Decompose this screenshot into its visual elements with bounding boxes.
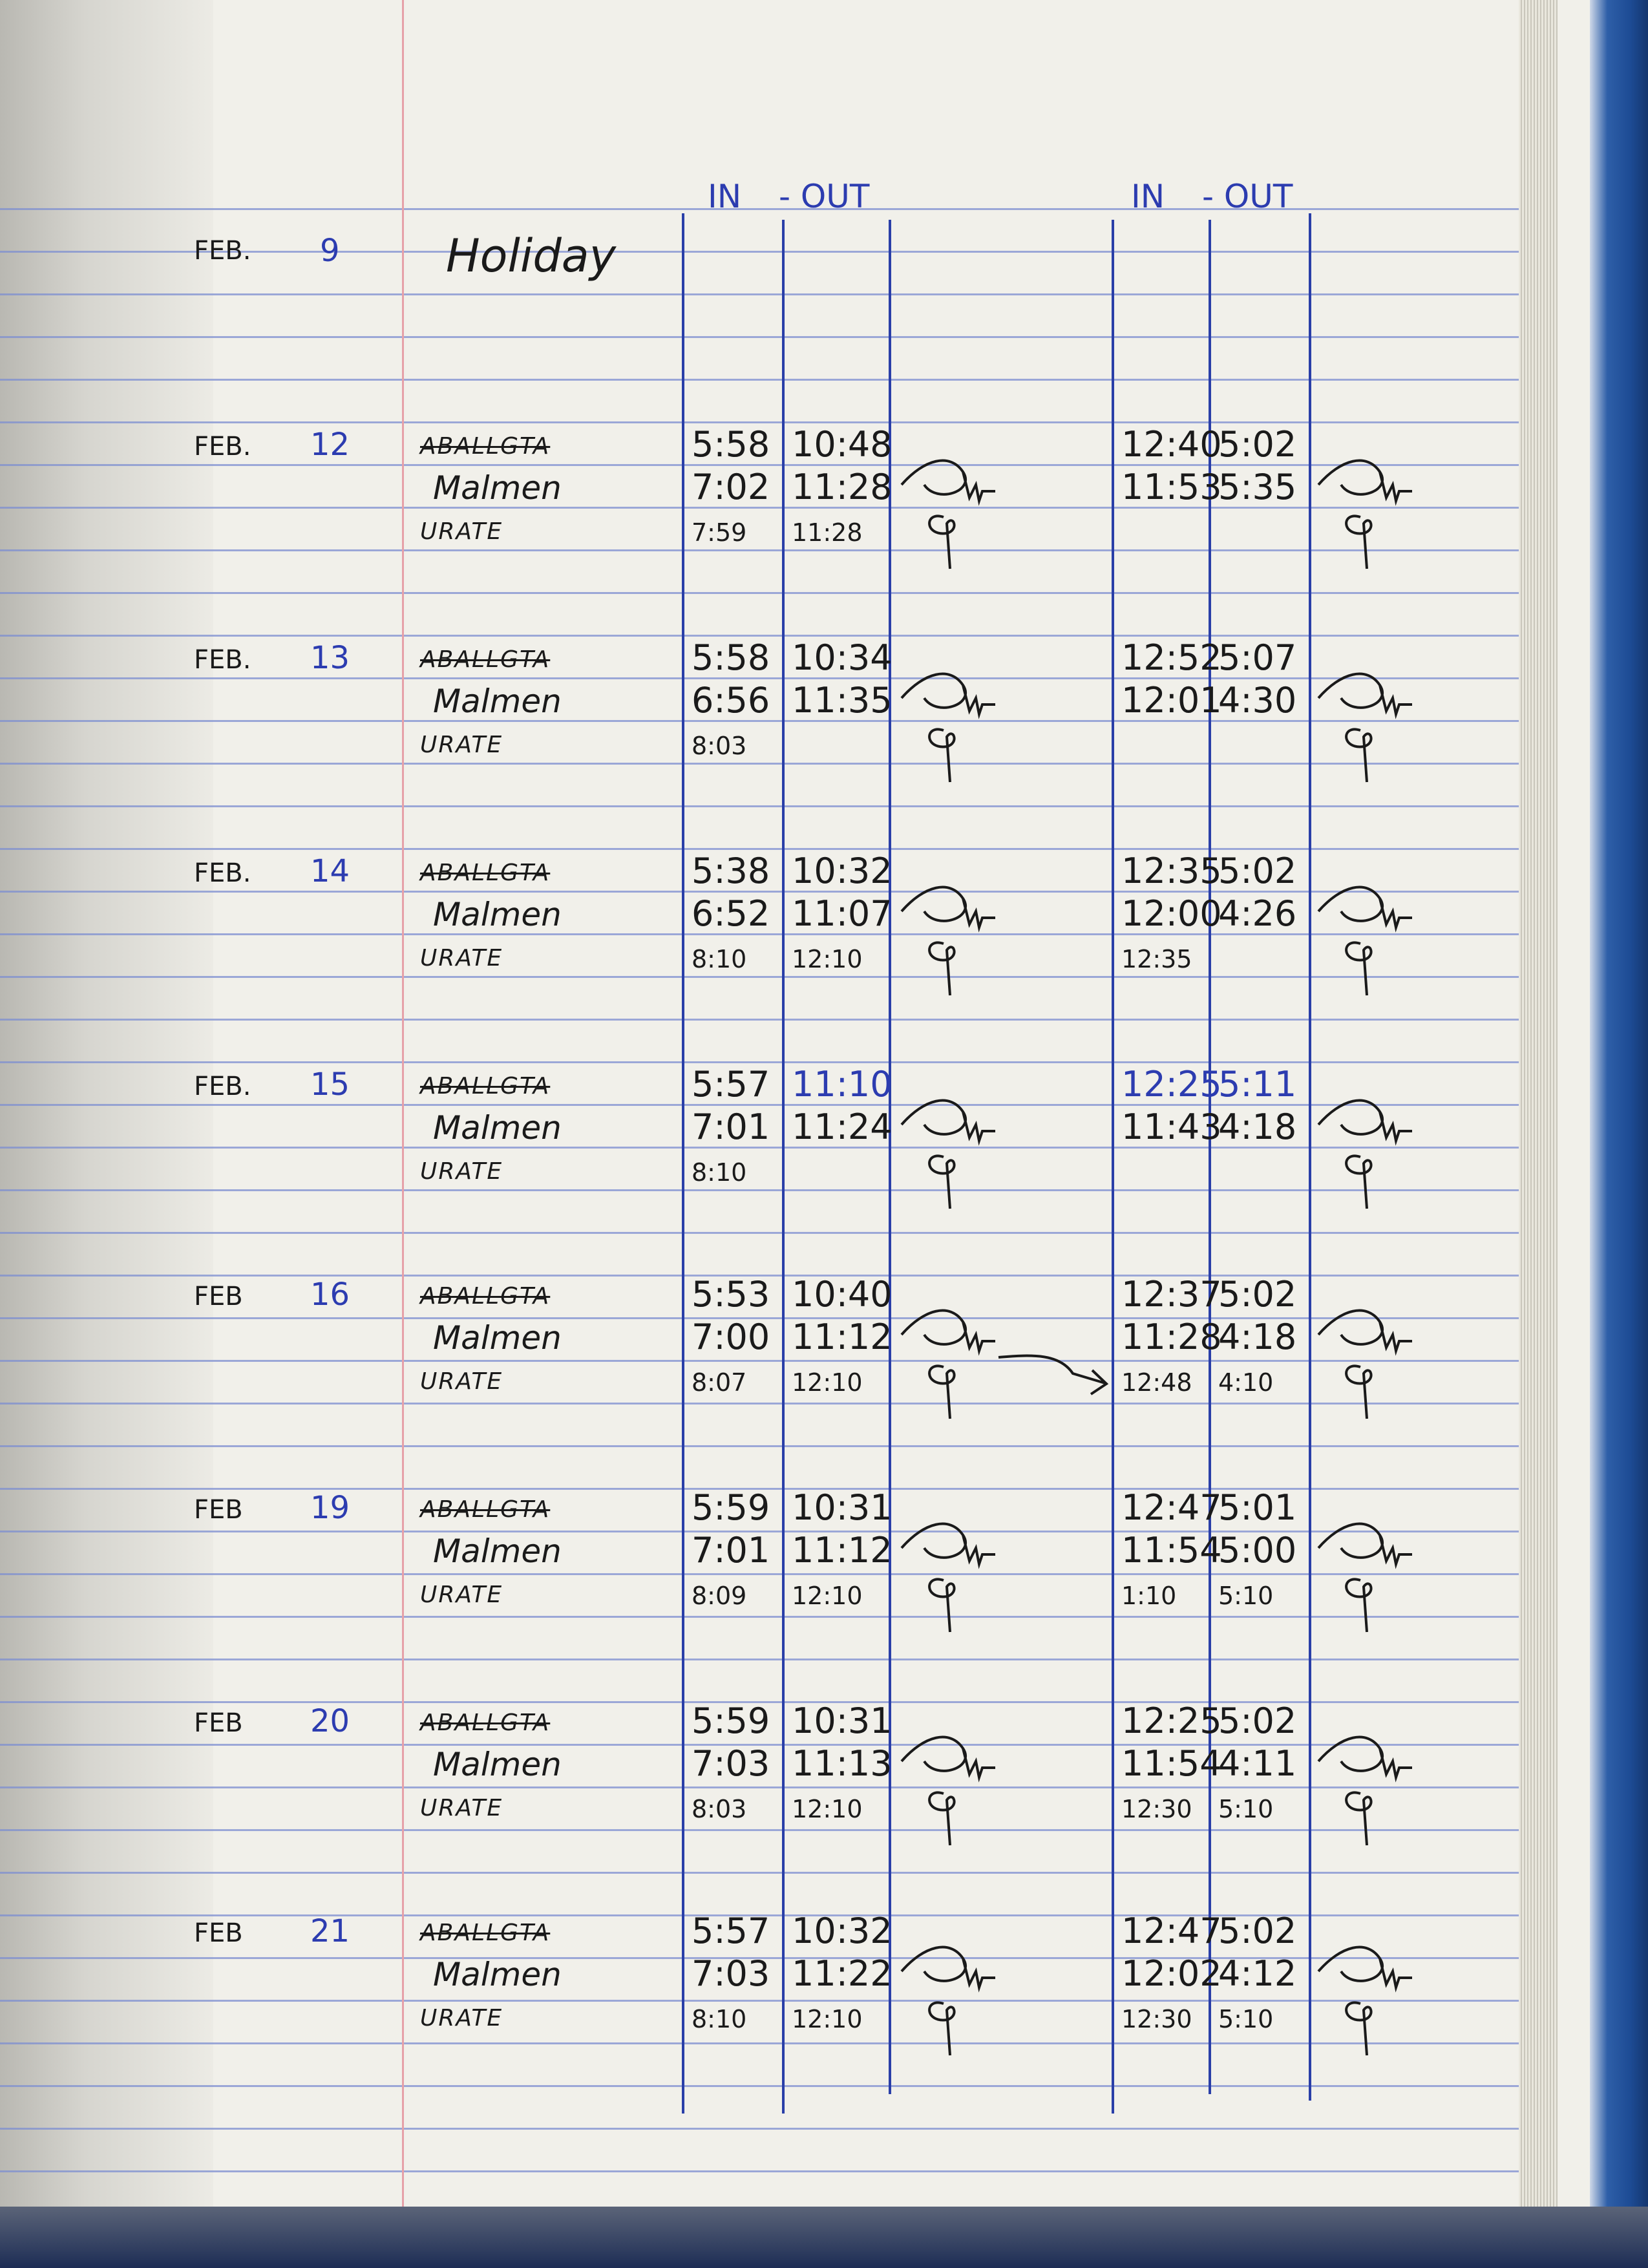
employee-name: Malmen xyxy=(433,683,562,720)
time-in2: 1:10 xyxy=(1121,1582,1177,1610)
ruled-line xyxy=(0,1061,1519,1063)
entry-day: 15 xyxy=(310,1066,350,1103)
time-out1: 10:34 xyxy=(792,637,893,678)
employee-name: Malmen xyxy=(433,896,562,933)
ruled-line xyxy=(0,1573,1519,1575)
time-out1: 11:28 xyxy=(792,518,863,547)
time-out1: 12:10 xyxy=(792,1368,863,1397)
ruled-line xyxy=(0,2042,1519,2044)
time-out1: 10:31 xyxy=(792,1701,893,1741)
holiday-day: 9 xyxy=(320,233,340,269)
time-in2: 12:47 xyxy=(1121,1911,1222,1951)
time-in2: 11:28 xyxy=(1121,1317,1222,1357)
time-in1: 8:10 xyxy=(692,2005,747,2033)
signature-icon xyxy=(1315,446,1457,575)
time-out1: 10:40 xyxy=(792,1274,893,1315)
margin-line xyxy=(402,0,404,2223)
employee-name: Malmen xyxy=(433,1532,562,1570)
time-in1: 7:03 xyxy=(692,1953,770,1994)
ruled-line xyxy=(0,592,1519,594)
time-out2: 5:01 xyxy=(1218,1487,1297,1528)
ruled-line xyxy=(0,1829,1519,1831)
time-in2: 11:54 xyxy=(1121,1743,1222,1784)
ruled-line xyxy=(0,1445,1519,1447)
time-in2: 12:02 xyxy=(1121,1953,1222,1994)
time-in2: 12:30 xyxy=(1121,1795,1192,1823)
header-in-2: IN xyxy=(1131,178,1165,215)
signature-icon xyxy=(1315,1086,1457,1215)
employee-name: URATE xyxy=(420,1158,503,1185)
time-in2: 12:25 xyxy=(1121,1701,1222,1741)
entry-day: 21 xyxy=(310,1913,350,1949)
time-out2: 5:02 xyxy=(1218,851,1297,891)
employee-name: ABALLGTA xyxy=(420,1710,551,1736)
signature-icon xyxy=(898,873,1041,1002)
holiday-month: FEB. xyxy=(194,236,251,266)
ruled-line xyxy=(0,2000,1519,2002)
entry-month: FEB xyxy=(194,1282,243,1311)
time-in1: 8:03 xyxy=(692,732,747,760)
signature-icon xyxy=(1315,1296,1457,1425)
signature-icon xyxy=(898,1509,1041,1638)
time-in1: 7:02 xyxy=(692,467,770,507)
employee-name: URATE xyxy=(420,1582,503,1608)
time-in1: 8:03 xyxy=(692,1795,747,1823)
time-in1: 7:03 xyxy=(692,1743,770,1784)
employee-name: ABALLGTA xyxy=(420,646,551,673)
time-in1: 8:07 xyxy=(692,1368,747,1397)
entry-day: 19 xyxy=(310,1490,350,1526)
time-in1: 5:59 xyxy=(692,1487,770,1528)
entry-day: 20 xyxy=(310,1703,350,1739)
time-in1: 8:10 xyxy=(692,1158,747,1187)
time-out1: 11:12 xyxy=(792,1317,893,1357)
time-out1: 12:10 xyxy=(792,1582,863,1610)
time-in1: 6:56 xyxy=(692,680,770,721)
time-out2: 5:07 xyxy=(1218,637,1297,678)
ruled-line xyxy=(0,635,1519,637)
employee-name: URATE xyxy=(420,945,503,971)
holiday-label: Holiday xyxy=(446,229,617,282)
employee-name: URATE xyxy=(420,1368,503,1395)
time-in2: 12:37 xyxy=(1121,1274,1222,1315)
employee-name: Malmen xyxy=(433,1109,562,1147)
time-in1: 5:53 xyxy=(692,1274,770,1315)
ruled-line xyxy=(0,1403,1519,1404)
column-line xyxy=(1112,220,1114,2114)
entry-month: FEB. xyxy=(194,858,251,888)
employee-name: Malmen xyxy=(433,1746,562,1783)
time-out1: 12:10 xyxy=(792,1795,863,1823)
ruled-line xyxy=(0,421,1519,423)
signature-icon xyxy=(1315,1933,1457,2062)
time-out1: 11:10 xyxy=(792,1064,893,1105)
entry-day: 14 xyxy=(310,853,350,889)
employee-name: ABALLGTA xyxy=(420,1920,551,1946)
signature-icon xyxy=(898,1933,1041,2062)
time-in2: 12:01 xyxy=(1121,680,1222,721)
signature-icon xyxy=(1315,873,1457,1002)
time-out2: 5:00 xyxy=(1218,1530,1297,1571)
employee-name: Malmen xyxy=(433,1956,562,1993)
header-out-2: - OUT xyxy=(1202,178,1293,215)
ruled-line xyxy=(0,1189,1519,1191)
time-in1: 5:57 xyxy=(692,1064,770,1105)
ruled-line xyxy=(0,336,1519,338)
time-out1: 11:07 xyxy=(792,893,893,934)
employee-name: URATE xyxy=(420,518,503,545)
ruled-line xyxy=(0,976,1519,978)
signature-icon xyxy=(898,659,1041,789)
ruled-line xyxy=(0,805,1519,807)
time-out2: 5:35 xyxy=(1218,467,1297,507)
time-out2: 4:11 xyxy=(1218,1743,1297,1784)
cover-bottom xyxy=(0,2207,1648,2268)
ruled-line xyxy=(0,2170,1519,2172)
signature-icon xyxy=(898,446,1041,575)
time-out2: 5:02 xyxy=(1218,424,1297,465)
time-out1: 11:13 xyxy=(792,1743,893,1784)
time-in1: 7:01 xyxy=(692,1530,770,1571)
time-out2: 4:18 xyxy=(1218,1107,1297,1147)
entry-month: FEB xyxy=(194,1708,243,1738)
time-out2: 4:30 xyxy=(1218,680,1297,721)
time-out2: 4:26 xyxy=(1218,893,1297,934)
header-out-1: - OUT xyxy=(779,178,870,215)
time-in2: 11:43 xyxy=(1121,1107,1222,1147)
ruled-line xyxy=(0,1232,1519,1234)
time-out2: 5:10 xyxy=(1218,2005,1274,2033)
time-out1: 11:24 xyxy=(792,1107,893,1147)
ruled-line xyxy=(0,1360,1519,1362)
time-in2: 12:25 xyxy=(1121,1064,1222,1105)
cover-edge xyxy=(1590,0,1648,2268)
header-in-1: IN xyxy=(708,178,742,215)
time-out2: 5:11 xyxy=(1218,1064,1297,1105)
time-in2: 12:52 xyxy=(1121,637,1222,678)
time-in2: 12:48 xyxy=(1121,1368,1192,1397)
time-out2: 5:10 xyxy=(1218,1795,1274,1823)
page-edges xyxy=(1519,0,1558,2223)
time-out2: 4:18 xyxy=(1218,1317,1297,1357)
employee-name: ABALLGTA xyxy=(420,1073,551,1099)
entry-month: FEB. xyxy=(194,645,251,675)
time-out2: 5:10 xyxy=(1218,1582,1274,1610)
ruled-line xyxy=(0,379,1519,381)
employee-name: URATE xyxy=(420,732,503,758)
time-in2: 11:54 xyxy=(1121,1530,1222,1571)
arrow-icon xyxy=(995,1348,1125,1412)
ruled-line xyxy=(0,763,1519,765)
ruled-line xyxy=(0,1616,1519,1618)
entry-day: 12 xyxy=(310,427,350,463)
time-in2: 12:40 xyxy=(1121,424,1222,465)
signature-icon xyxy=(1315,659,1457,789)
time-out2: 5:02 xyxy=(1218,1274,1297,1315)
time-in1: 8:10 xyxy=(692,945,747,973)
time-out2: 4:10 xyxy=(1218,1368,1274,1397)
time-in1: 7:01 xyxy=(692,1107,770,1147)
time-in1: 7:00 xyxy=(692,1317,770,1357)
time-out1: 12:10 xyxy=(792,2005,863,2033)
time-in2: 12:35 xyxy=(1121,945,1192,973)
ruled-line xyxy=(0,1786,1519,1788)
time-out1: 11:22 xyxy=(792,1953,893,1994)
entry-month: FEB. xyxy=(194,1072,251,1101)
time-in1: 5:58 xyxy=(692,637,770,678)
time-out1: 10:31 xyxy=(792,1487,893,1528)
time-in1: 6:52 xyxy=(692,893,770,934)
time-in2: 12:35 xyxy=(1121,851,1222,891)
time-out1: 11:35 xyxy=(792,680,893,721)
column-line xyxy=(1309,213,1311,2101)
time-out1: 10:32 xyxy=(792,851,893,891)
time-out1: 11:12 xyxy=(792,1530,893,1571)
column-line xyxy=(782,220,785,2114)
time-in1: 8:09 xyxy=(692,1582,747,1610)
entry-month: FEB. xyxy=(194,432,251,461)
ruled-line xyxy=(0,2128,1519,2130)
ruled-line xyxy=(0,1019,1519,1021)
employee-name: ABALLGTA xyxy=(420,860,551,886)
time-in2: 12:47 xyxy=(1121,1487,1222,1528)
left-page xyxy=(0,0,213,2223)
employee-name: ABALLGTA xyxy=(420,1283,551,1309)
ruled-line xyxy=(0,293,1519,295)
employee-name: ABALLGTA xyxy=(420,433,551,460)
time-in1: 5:58 xyxy=(692,424,770,465)
ruled-line xyxy=(0,2085,1519,2087)
time-out1: 10:48 xyxy=(792,424,893,465)
employee-name: Malmen xyxy=(433,1319,562,1357)
time-in2: 12:30 xyxy=(1121,2005,1192,2033)
signature-icon xyxy=(1315,1509,1457,1638)
entry-month: FEB xyxy=(194,1495,243,1525)
time-out1: 10:32 xyxy=(792,1911,893,1951)
time-in1: 5:57 xyxy=(692,1911,770,1951)
signature-icon xyxy=(898,1086,1041,1215)
employee-name: ABALLGTA xyxy=(420,1496,551,1523)
time-in2: 11:53 xyxy=(1121,467,1222,507)
ruled-line xyxy=(0,848,1519,850)
signature-icon xyxy=(1315,1722,1457,1852)
ruled-line xyxy=(0,1872,1519,1874)
entry-day: 13 xyxy=(310,640,350,676)
time-out2: 4:12 xyxy=(1218,1953,1297,1994)
employee-name: Malmen xyxy=(433,469,562,507)
employee-name: URATE xyxy=(420,2005,503,2031)
time-in1: 7:59 xyxy=(692,518,747,547)
time-in1: 5:59 xyxy=(692,1701,770,1741)
time-out1: 12:10 xyxy=(792,945,863,973)
time-out2: 5:02 xyxy=(1218,1701,1297,1741)
entry-month: FEB xyxy=(194,1918,243,1948)
ruled-line xyxy=(0,549,1519,551)
employee-name: URATE xyxy=(420,1795,503,1821)
signature-icon xyxy=(898,1722,1041,1852)
time-out2: 5:02 xyxy=(1218,1911,1297,1951)
entry-day: 16 xyxy=(310,1277,350,1313)
time-in2: 12:00 xyxy=(1121,893,1222,934)
column-line xyxy=(682,213,684,2114)
ruled-line xyxy=(0,1659,1519,1660)
time-out1: 11:28 xyxy=(792,467,893,507)
time-in1: 5:38 xyxy=(692,851,770,891)
